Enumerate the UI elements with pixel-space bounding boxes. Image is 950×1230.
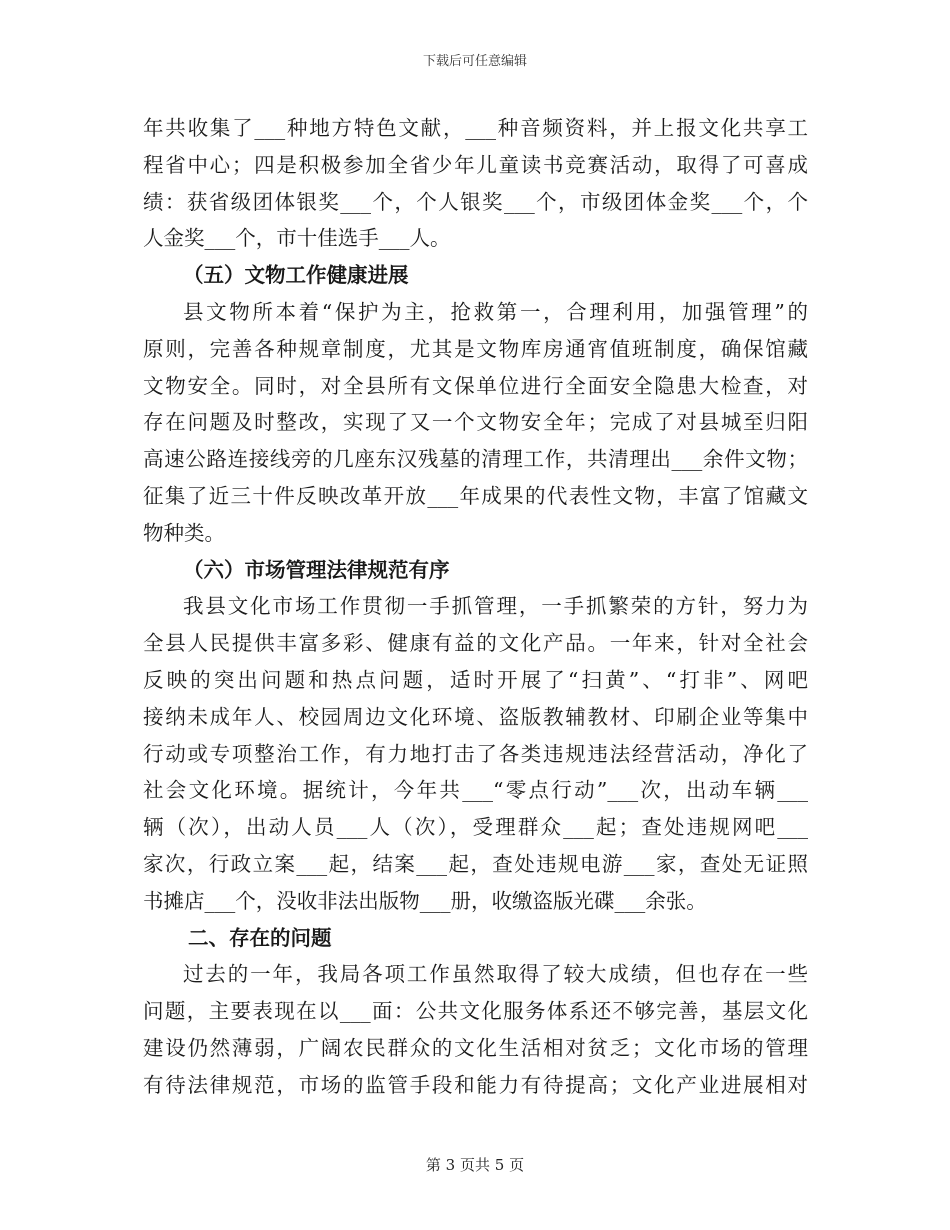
text-line: 书摊店___个，没收非法出版物___册，收缴盗版光碟___余张。: [143, 888, 707, 913]
page-header-note: 下载后可任意编辑: [422, 54, 527, 69]
text-line: 有待法律规范，市场的监管手段和能力有待提高；文化产业进展相对: [143, 1072, 808, 1097]
text-line: 行动或专项整治工作，有力地打击了各类违规违法经营活动，净化了: [143, 741, 808, 766]
section-heading: （五）文物工作健康进展: [183, 263, 409, 288]
text-line: 问题，主要表现在以___面：公共文化服务体系还不够完善，基层文化: [143, 999, 808, 1024]
text-line: 高速公路连接线旁的几座东汉残墓的清理工作，共清理出___余件文物；: [143, 447, 808, 472]
text-line: 原则，完善各种规章制度，尤其是文物库房通宵值班制度，确保馆藏: [143, 336, 808, 361]
text-line: 过去的一年，我局各项工作虽然取得了较大成绩，但也存在一些: [183, 962, 808, 987]
text-line: 人金奖___个，市十佳选手___人。: [143, 226, 451, 251]
section-heading: （六）市场管理法律规范有序: [183, 557, 450, 582]
text-line: 辆（次），出动人员___人（次），受理群众___起；查处违规网吧___: [143, 815, 808, 840]
section-heading: 二、存在的问题: [188, 925, 332, 950]
text-line: 社会文化环境。据统计，今年共___“零点行动”___次，出动车辆___: [143, 778, 808, 803]
text-line: 程省中心；四是积极参加全省少年儿童读书竞赛活动，取得了可喜成: [143, 152, 808, 177]
text-line: 征集了近三十件反映改革开放___年成果的代表性文物，丰富了馆藏文: [143, 483, 808, 508]
text-line: 建设仍然薄弱，广阔农民群众的文化生活相对贫乏；文化市场的管理: [143, 1035, 808, 1060]
text-line: 家次，行政立案___起，结案___起，查处违规电游___家，查处无证照: [143, 851, 808, 876]
text-line: 我县文化市场工作贯彻一手抓管理，一手抓繁荣的方针，努力为: [183, 594, 808, 619]
text-line: 全县人民提供丰富多彩、健康有益的文化产品。一年来，针对全社会: [143, 631, 808, 656]
document-body: [0, 110, 950, 1104]
text-line: 绩：获省级团体银奖___个，个人银奖___个，市级团体金奖___个，个: [143, 189, 808, 214]
text-line: 存在问题及时整改，实现了又一个文物安全年；完成了对县城至归阳: [143, 410, 808, 435]
text-line: 年共收集了___种地方特色文献，___种音频资料，并上报文化共享工: [143, 116, 808, 140]
text-line: 接纳未成年人、校园周边文化环境、盗版教辅教材、印刷企业等集中: [143, 704, 808, 729]
text-line: 物种类。: [143, 520, 225, 545]
text-line: 文物安全。同时，对全县所有文保单位进行全面安全隐患大检查，对: [143, 373, 808, 398]
page-number: 第 3 页共 5 页: [425, 1156, 525, 1174]
text-line: 反映的突出问题和热点问题，适时开展了“扫黄”、“打非”、网吧: [143, 667, 808, 692]
text-line: 县文物所本着“保护为主，抢救第一，合理利用，加强管理”的: [183, 299, 808, 324]
